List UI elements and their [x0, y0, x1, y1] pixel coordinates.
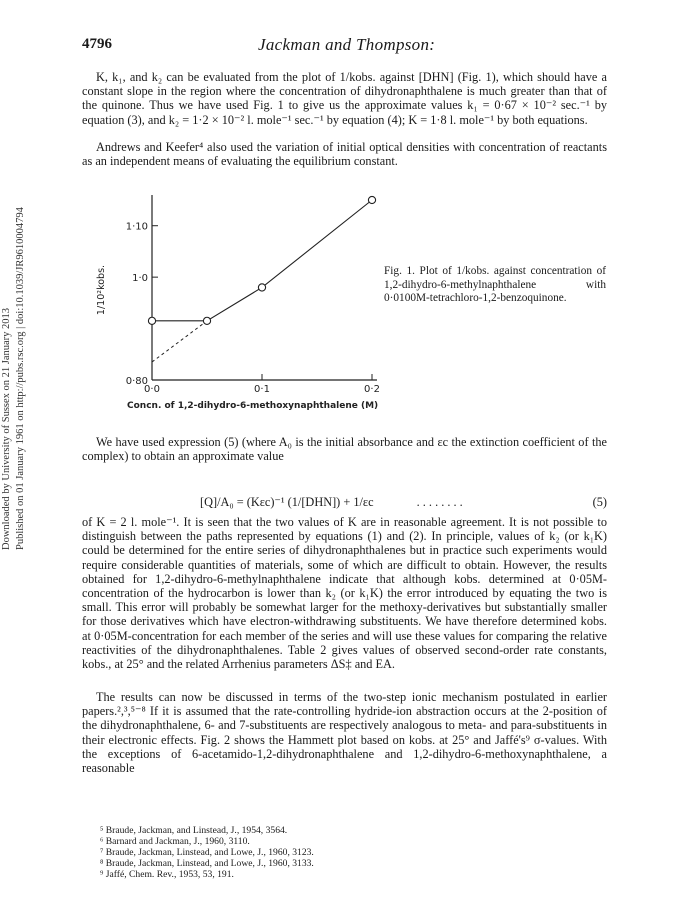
equation-5-expression: [Q]/A₀ = (Kεc)⁻¹ (1/[DHN]) + 1/εc	[200, 495, 374, 509]
page-number: 4796	[82, 36, 112, 52]
x-tick-label: 0·0	[144, 384, 160, 395]
figure-1-caption: Fig. 1. Plot of 1/kobs. against concentration of 1,2-dihydro-6-methylnaphthalene with 0·0100M-tetrachloro-1,2-benzoquinone.	[384, 265, 606, 305]
y-tick-label: 0·80	[125, 376, 148, 387]
references-list	[100, 825, 600, 880]
figure-1	[82, 190, 382, 415]
data-point	[203, 317, 210, 324]
reference-7: ⁷ Braude, Jackman, Linstead, and Lowe, J., 1960, 3123.	[100, 847, 314, 858]
series-line	[152, 200, 372, 321]
y-tick-label: 1·0	[132, 273, 148, 285]
y-axis-label: 1/10²kobs.	[96, 264, 107, 316]
reference-9: ⁹ Jaffé, Chem. Rev., 1953, 53, 191.	[100, 869, 234, 880]
x-tick-label: 0·2	[364, 384, 380, 395]
reference-8: ⁸ Braude, Jackman, Linstead, and Lowe, J., 1960, 3133.	[100, 858, 314, 869]
paragraph-5: The results can now be discussed in terms of the two-step ionic mechanism postulated in earlier papers.²,³,⁵⁻⁸ If it is assumed that the rate-controlling hydride-ion abstraction occurs at the 2-position of the dihydronaphthalene, 6- and 7-substituents are respectively analogous to meta- and para-substituents in their electronic effects. Fig. 2 shows the Hammett plot based on kobs. at 25° and Jaffé's⁹ σ-values. With the exceptions of 6-acetamido-1,2-dihydronaphthalene and 1,2-dihydro-6-methoxynaphthalene, a reasonable	[82, 690, 607, 776]
x-axis-label: Concn. of 1,2-dihydro-6-methoxynaphthalene (M)	[127, 401, 379, 411]
equation-5	[200, 495, 607, 510]
data-point	[258, 284, 265, 291]
equation-5-leader: . . . . . . . .	[416, 495, 463, 509]
paragraph-2: Andrews and Keefer⁴ also used the variation of initial optical densities with concentration of reactants as an independent means of evaluating the equilibrium constant.	[82, 140, 607, 169]
data-point	[368, 196, 375, 203]
paragraph-3: We have used expression (5) (where A₀ is the initial absorbance and εc the extinction coefficient of the complex) to obtain an approximate value	[82, 435, 607, 464]
paragraph-4: of K = 2 l. mole⁻¹. It is seen that the two values of K are in reasonable agreement. It is not possible to distinguish between the paths represented by equations (1) and (2). In principle, values of k₂ (or k₁K) could be determined for the entire series of dihydronaphthalenes but in practice such experiments would require considerable quantities of materials, some of which are difficult to obtain. However, the results obtained for 1,2-dihydro-6-methylnaphthalene indicate that although kobs. determined at 0·05M-concentration of the hydrocarbon is lower than k₂ (or k₁K) the error introduced by equating the two is small. This error will probably be somewhat larger for the methoxy-derivatives but substantially smaller for those derivatives which have electron-withdrawing substituents. We have therefore determined kobs. at 0·05M-concentration for each member of the series and will use these values for comparing the relative reactivities of the dihydronaphthalenes. Table 2 gives values of observed second-order rate constants, kobs., at 25° and the related Arrhenius parameters ΔS‡ and EA.	[82, 515, 607, 672]
x-tick-label: 0·1	[254, 384, 270, 395]
figure-1-plot	[82, 190, 382, 415]
watermark-line-1: Downloaded by University of Sussex on 21 January 2013	[1, 307, 12, 550]
reference-5: ⁵ Braude, Jackman, and Linstead, J., 1954, 3564.	[100, 825, 288, 836]
watermark-line-2: Published on 01 January 1961 on http://pubs.rsc.org | doi:10.1039/JR9610004794	[15, 207, 26, 550]
data-point	[148, 317, 155, 324]
paragraph-1: K, k₁, and k₂ can be evaluated from the plot of 1/kobs. against [DHN] (Fig. 1), which should have a constant slope in the region where the concentration of dihydronaphthalene is much greater than that of the quinone. Thus we have used Fig. 1 to give us the approximate values k₁ = 0·67 × 10⁻² sec.⁻¹ by equation (3), and k₂ = 1·2 × 10⁻² l. mole⁻¹ sec.⁻¹ by equation (4); K = 1·8 l. mole⁻¹ by both equations.	[82, 70, 607, 127]
extrapolation-line	[152, 321, 207, 362]
running-head: Jackman and Thompson:	[258, 35, 436, 54]
y-tick-label: 1·10	[125, 221, 148, 233]
download-watermark	[0, 130, 40, 550]
reference-6: ⁶ Barnard and Jackman, J., 1960, 3110.	[100, 836, 250, 847]
equation-5-number: (5)	[592, 495, 607, 509]
